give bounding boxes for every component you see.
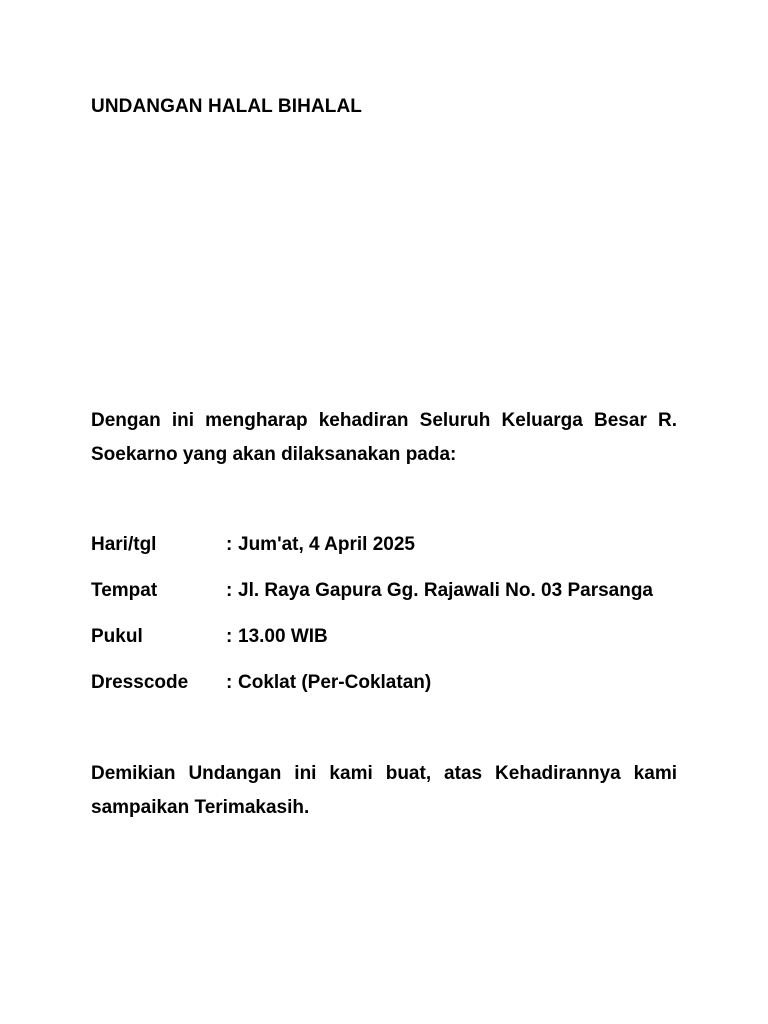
detail-row-place [91,578,691,624]
detail-label: Pukul [91,626,143,647]
detail-value: Coklat (Per-Coklatan) [238,672,432,693]
intro-paragraph: Dengan ini mengharap kehadiran Seluruh Keluarga Besar R. Soekarno yang akan dilaksanakan pada: [91,410,677,465]
detail-separator: : [226,672,233,693]
detail-value: 13.00 WIB [238,626,328,647]
detail-separator: : [226,580,233,601]
detail-separator: : [226,626,233,647]
detail-value: Jl. Raya Gapura Gg. Rajawali No. 03 Parsanga [238,580,654,601]
closing-paragraph: Demikian Undangan ini kami buat, atas Kehadirannya kami sampaikan Terimakasih. [91,763,677,818]
detail-label: Tempat [91,580,158,601]
detail-separator: : [226,534,233,555]
detail-row-dresscode [91,670,691,716]
event-details-list [91,532,691,716]
detail-label: Dresscode [91,672,189,693]
document-title: UNDANGAN HALAL BIHALAL [91,96,362,117]
detail-row-time [91,624,691,670]
detail-label: Hari/tgl [91,534,157,555]
detail-value: Jum'at, 4 April 2025 [238,534,416,555]
detail-row-date [91,532,691,578]
